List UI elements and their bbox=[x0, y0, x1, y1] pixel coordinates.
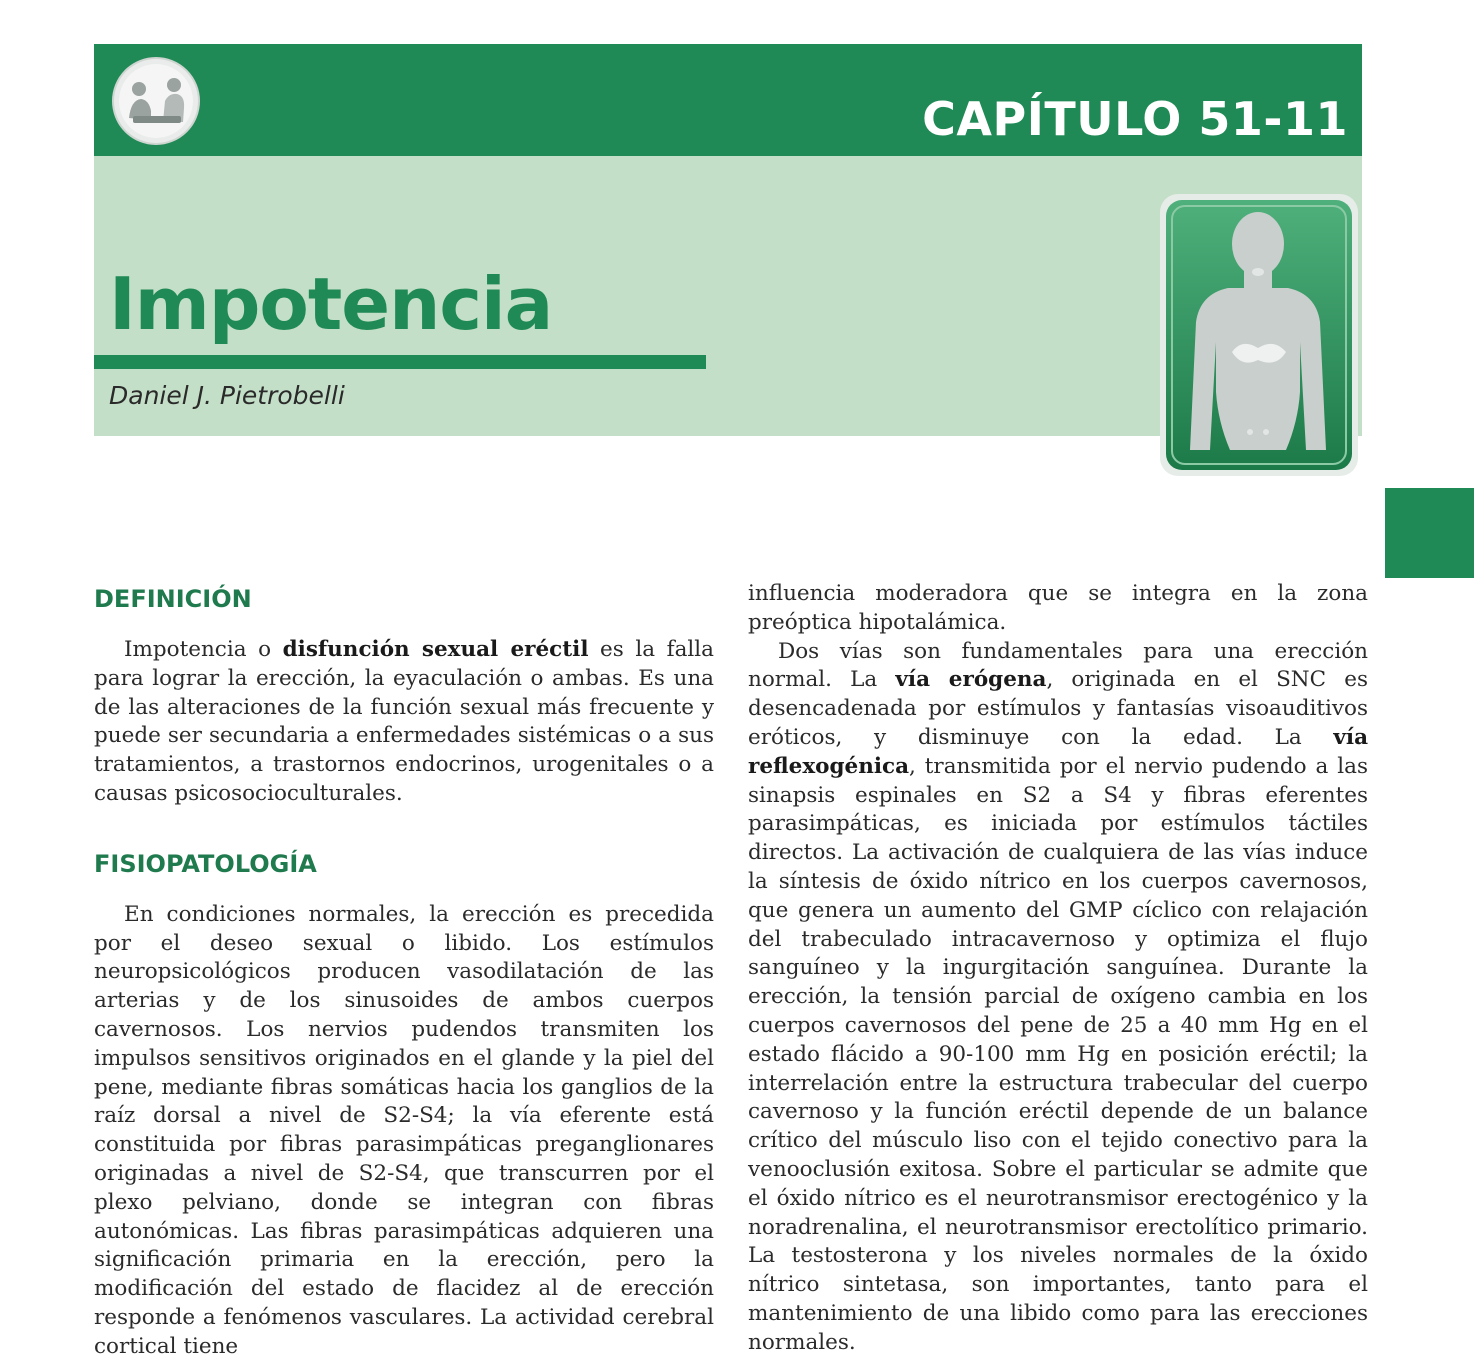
doctor-patient-icon bbox=[111, 56, 201, 146]
text-run: , transmitida por el nervio pudendo a las sinapsis espinales en S2 a S4 y fibras eferentes parasimpáticas, es iniciada por estímulos táctiles directos. La activación de cualquiera de las vías induce la síntesis de óxido nítrico en los cuerpos cavernosos, que genera un aumento del GMP cíclico con relajación del trabeculado intracavernoso y optimiza el flujo sanguíneo y la ingurgitación sanguínea. Durante la erección, la tensión parcial de oxígeno cambia en los cuerpos cavernosos del pene de 25 a 40 mm Hg en el estado flácido a 90-100 mm Hg en posición eréctil; la interrelación entre la estructura trabecular del cuerpo cavernoso y la función eréctil depende de un balance crítico del músculo liso con el tejido conectivo para la venooclusión exitosa. Sobre el particular se admite que el óxido nítrico es el neurotransmisor erectogénico y la noradrenalina, el neurotransmisor erectolítico primario. La testosterona y los niveles normales de la óxido nítrico sintetasa, son importantes, tanto para el mantenimiento de una libido como para las erecciones normales. bbox=[748, 753, 1368, 1355]
fisiopatologia-paragraph-2 bbox=[748, 638, 1368, 1358]
section-heading-fisiopatologia: FISIOPATOLOGÍA bbox=[94, 849, 317, 878]
text-run: es la falla para lograr la erección, la eyaculación o ambas. Es una de las alteraciones de la función sexual más frecuente y puede ser secundaria a enfermedades sistémicas o a sus tratamientos, a trastornos endocrinos, urogenitales o a causas psicosocioculturales. bbox=[94, 637, 714, 806]
bold-term: disfunción sexual eréctil bbox=[282, 637, 589, 662]
bold-term: vía erógena bbox=[895, 667, 1047, 693]
author-name: Daniel J. Pietrobelli bbox=[109, 381, 345, 410]
fisiopatologia-paragraph-1: En condiciones normales, la erección es precedida por el deseo sexual o libido. Los estímulos neuropsicológicos producen vasodilatación de las arterias y de los sinusoides de ambos cuerpos cavernosos. Los nervios pudendos transmiten los impulsos sensitivos originados en el glande y la piel del pene, mediante fibras somáticas hacia los ganglios de la raíz dorsal a nivel de S2-S4; la vía eferente está constituida por fibras parasimpáticas preganglionares originadas a nivel de S2-S4, que transcurren por el plexo pelviano, donde se integran con fibras autonómicas. Las fibras parasimpáticas adquieren una significación primaria en la erección, pero la modificación del estado de flacidez al de erección responde a fenómenos vasculares. La actividad cerebral cortical tiene bbox=[94, 901, 714, 1359]
left-column bbox=[94, 580, 714, 1362]
right-column bbox=[748, 580, 1368, 1358]
text-run: , originada en el SNC es desencadenada por estímulos y fantasías visoauditivos eróticos, y disminuye con la edad. La bbox=[748, 667, 1368, 750]
text-run: Impotencia o bbox=[124, 637, 283, 662]
side-tab-marker bbox=[1385, 488, 1474, 578]
text-run: Dos vías son fundamentales para una erección normal. La bbox=[748, 638, 1368, 693]
title-underline bbox=[94, 355, 706, 369]
bold-term: vía reflexogénica bbox=[748, 724, 1368, 779]
page-title: Impotencia bbox=[109, 262, 553, 346]
chapter-label: CAPÍTULO 51-11 bbox=[922, 92, 1348, 146]
fisiopatologia-paragraph-1-continued: influencia moderadora que se integra en la zona preóptica hipotalámica. bbox=[748, 581, 1368, 635]
definicion-paragraph bbox=[94, 636, 714, 809]
human-body-endocrine-icon bbox=[1158, 192, 1360, 478]
section-heading-definicion: DEFINICIÓN bbox=[94, 585, 252, 613]
